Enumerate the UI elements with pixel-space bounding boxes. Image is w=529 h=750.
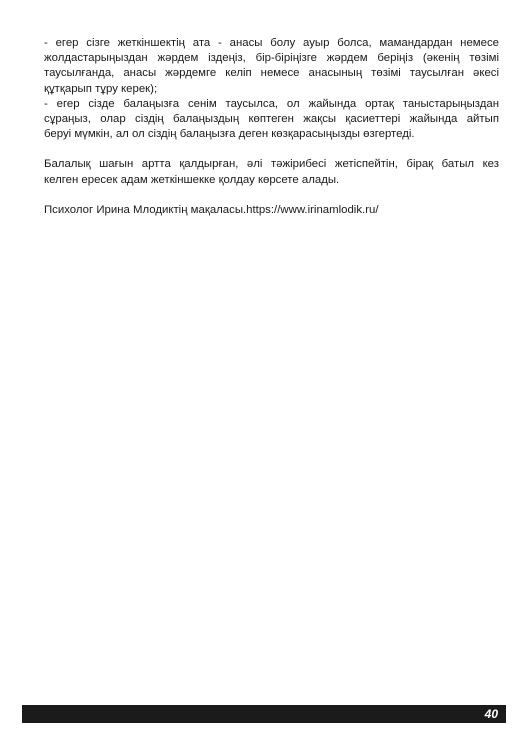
text-line: келген ересек адам жеткіншекке қолдау көрсете алады. bbox=[44, 173, 340, 186]
text-line: - егер сізде балаңызға сенім таусылса, ол жайында ортақ таныстарыңыздан bbox=[44, 97, 499, 110]
article-body bbox=[44, 36, 499, 218]
text-line: құтқарып тұру керек); bbox=[44, 82, 158, 95]
source-citation bbox=[44, 203, 499, 218]
text-line: - егер сізге жеткіншектің ата - анасы болу ауыр болса, мамандардан немесе bbox=[44, 37, 499, 49]
page-number: 40 bbox=[484, 707, 498, 721]
paragraph-1 bbox=[44, 36, 499, 97]
text-line: жолдастарыңыздан жәрдем іздеңіз, бір-біріңізге жәрдем беріңіз (әкенің төзімі bbox=[44, 52, 499, 65]
paragraph-2 bbox=[44, 97, 499, 143]
text-line: Балалық шағын артта қалдырған, әлі тәжірибесі жетіспейтін, бірақ батыл кез bbox=[44, 158, 499, 171]
text-line: таусылғанда, анасы жәрдемге келіп немесе анасының төзімі таусылған әкесі bbox=[44, 67, 499, 80]
text-line: сұраңыз, олар сіздің балаңыздың көптеген жақсы қасиеттері жайында айтып bbox=[44, 113, 499, 126]
paragraph-3 bbox=[44, 157, 499, 187]
footer-bar bbox=[22, 705, 506, 723]
text-line: беруі мүмкін, ал ол сіздің балаңызға деген көзқарасыңызды өзгертеді. bbox=[44, 128, 415, 141]
source-text: Психолог Ирина Млодиктің мақаласы.https://www.irinamlodik.ru/ bbox=[44, 203, 379, 216]
